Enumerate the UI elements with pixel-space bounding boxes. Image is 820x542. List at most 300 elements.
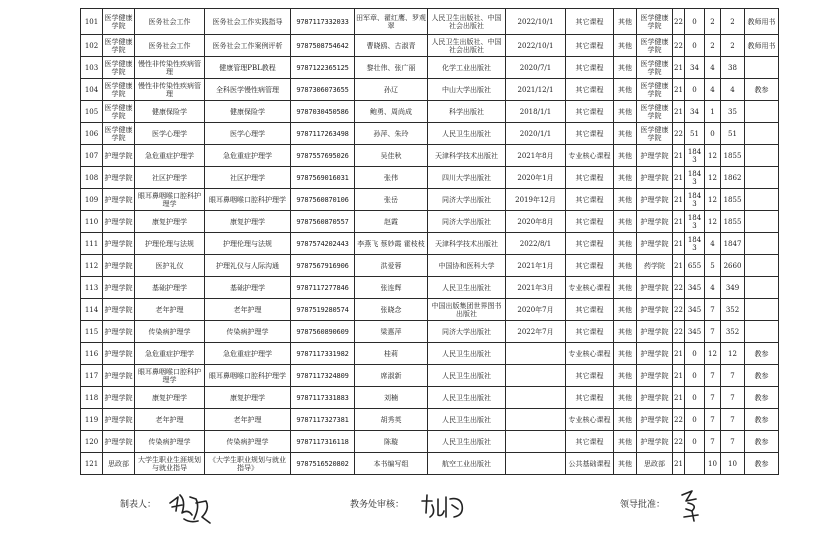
- note-cell: [745, 321, 779, 343]
- category-cell: 其他: [614, 453, 637, 475]
- row-number-cell: 118: [81, 387, 103, 409]
- isbn-cell: 9787519280574: [291, 299, 355, 321]
- student-count-cell: 34: [685, 57, 705, 79]
- total-count-cell: 7: [721, 431, 745, 453]
- course-type-cell: 其它课程: [566, 123, 614, 145]
- row-number-cell: 113: [81, 277, 103, 299]
- author-cell: 席淑新: [355, 365, 428, 387]
- pub-date-cell: 2022/10/1: [506, 35, 566, 57]
- pub-date-cell: 2022/8/1: [506, 233, 566, 255]
- student-count-cell: 0: [685, 431, 705, 453]
- author-cell: 张岳: [355, 189, 428, 211]
- grade-cell: 22: [673, 409, 685, 431]
- college-cell: 医学健康学院: [103, 101, 135, 123]
- note-cell: [745, 145, 779, 167]
- teacher-count-cell: 12: [705, 211, 721, 233]
- major-cell: 慢性非传染性疾病管理: [135, 79, 205, 101]
- note-cell: [745, 255, 779, 277]
- author-cell: 桂莉: [355, 343, 428, 365]
- student-count-cell: 34: [685, 101, 705, 123]
- row-number-cell: 104: [81, 79, 103, 101]
- teacher-count-cell: 10: [705, 453, 721, 475]
- table-row: [81, 255, 779, 277]
- pub-date-cell: [506, 387, 566, 409]
- total-count-cell: 1855: [721, 189, 745, 211]
- category-cell: 其他: [614, 299, 637, 321]
- course-type-cell: 其它课程: [566, 167, 614, 189]
- pub-date-cell: 2018/1/1: [506, 101, 566, 123]
- isbn-cell: 9787030450586: [291, 101, 355, 123]
- note-cell: [745, 101, 779, 123]
- department-cell: 护理学院: [637, 321, 673, 343]
- publisher-cell: 化学工业出版社: [428, 57, 506, 79]
- course-cell: 社区护理学: [205, 167, 291, 189]
- grade-cell: 22: [673, 9, 685, 35]
- student-count-cell: 1843: [685, 211, 705, 233]
- course-type-cell: 其它课程: [566, 211, 614, 233]
- total-count-cell: 352: [721, 321, 745, 343]
- total-count-cell: 12: [721, 343, 745, 365]
- pub-date-cell: 2020/7/1: [506, 57, 566, 79]
- total-count-cell: 1855: [721, 211, 745, 233]
- publisher-cell: 天津科学技术出版社: [428, 233, 506, 255]
- grade-cell: 22: [673, 431, 685, 453]
- department-cell: 医学健康学院: [637, 101, 673, 123]
- student-count-cell: 0: [685, 365, 705, 387]
- isbn-cell: 9787508754642: [291, 35, 355, 57]
- grade-cell: 22: [673, 123, 685, 145]
- department-cell: 护理学院: [637, 343, 673, 365]
- category-cell: 其他: [614, 343, 637, 365]
- author-cell: 本书编写组: [355, 453, 428, 475]
- student-count-cell: 51: [685, 123, 705, 145]
- table-row: [81, 35, 779, 57]
- department-cell: 药学院: [637, 255, 673, 277]
- major-cell: 眼耳鼻咽喉口腔科护理学: [135, 189, 205, 211]
- department-cell: 医学健康学院: [637, 123, 673, 145]
- row-number-cell: 108: [81, 167, 103, 189]
- department-cell: 护理学院: [637, 299, 673, 321]
- student-count-cell: 0: [685, 409, 705, 431]
- isbn-cell: 9787557695026: [291, 145, 355, 167]
- author-cell: 李燕飞 蔡妙霞 霍枝枝: [355, 233, 428, 255]
- college-cell: 护理学院: [103, 277, 135, 299]
- course-cell: 医学心理学: [205, 123, 291, 145]
- department-cell: 护理学院: [637, 431, 673, 453]
- department-cell: 护理学院: [637, 211, 673, 233]
- teacher-count-cell: 2: [705, 9, 721, 35]
- course-cell: 护理礼仪与人际沟通: [205, 255, 291, 277]
- college-cell: 护理学院: [103, 255, 135, 277]
- note-cell: [745, 189, 779, 211]
- college-cell: 护理学院: [103, 409, 135, 431]
- student-count-cell: 1843: [685, 167, 705, 189]
- table-row: [81, 79, 779, 101]
- category-cell: 其他: [614, 233, 637, 255]
- author-cell: 鲍勇、周尚成: [355, 101, 428, 123]
- author-cell: 胡秀英: [355, 409, 428, 431]
- category-cell: 其他: [614, 145, 637, 167]
- table-row: [81, 101, 779, 123]
- total-count-cell: 349: [721, 277, 745, 299]
- category-cell: 其他: [614, 387, 637, 409]
- college-cell: 护理学院: [103, 299, 135, 321]
- category-cell: 其他: [614, 9, 637, 35]
- isbn-cell: 9787117263498: [291, 123, 355, 145]
- college-cell: 思政部: [103, 453, 135, 475]
- publisher-cell: 人民卫生出版社、中国社会出版社: [428, 35, 506, 57]
- maker-label: 制表人：: [120, 500, 157, 510]
- author-cell: 刘楠: [355, 387, 428, 409]
- major-cell: 康复护理学: [135, 387, 205, 409]
- course-cell: 传染病护理学: [205, 431, 291, 453]
- pub-date-cell: [506, 453, 566, 475]
- table-row: [81, 321, 779, 343]
- note-cell: [745, 233, 779, 255]
- college-cell: 护理学院: [103, 387, 135, 409]
- row-number-cell: 109: [81, 189, 103, 211]
- course-type-cell: 其它课程: [566, 233, 614, 255]
- course-cell: 健康保险学: [205, 101, 291, 123]
- college-cell: 护理学院: [103, 365, 135, 387]
- course-cell: 《大学生职业规划与就业指导》: [205, 453, 291, 475]
- course-type-cell: 其它课程: [566, 101, 614, 123]
- department-cell: 医学健康学院: [637, 79, 673, 101]
- table-row: [81, 453, 779, 475]
- major-cell: 社区护理学: [135, 167, 205, 189]
- major-cell: 健康保险学: [135, 101, 205, 123]
- row-number-cell: 111: [81, 233, 103, 255]
- major-cell: 老年护理: [135, 409, 205, 431]
- major-cell: 医务社会工作: [135, 9, 205, 35]
- teacher-count-cell: 2: [705, 35, 721, 57]
- student-count-cell: 1843: [685, 145, 705, 167]
- category-cell: 其他: [614, 255, 637, 277]
- department-cell: 护理学院: [637, 277, 673, 299]
- teacher-count-cell: 12: [705, 145, 721, 167]
- table-row: [81, 365, 779, 387]
- maker-signature: [166, 489, 214, 529]
- grade-cell: 21: [673, 453, 685, 475]
- course-cell: 眼耳鼻咽喉口腔科护理学: [205, 189, 291, 211]
- major-cell: 医学心理学: [135, 123, 205, 145]
- pub-date-cell: 2021/12/1: [506, 79, 566, 101]
- publisher-cell: 中国出版集团世界图书出版社: [428, 299, 506, 321]
- note-cell: 教师用书: [745, 35, 779, 57]
- isbn-cell: 9787567916906: [291, 255, 355, 277]
- course-cell: 基础护理学: [205, 277, 291, 299]
- major-cell: 医护礼仪: [135, 255, 205, 277]
- course-type-cell: 其它课程: [566, 365, 614, 387]
- college-cell: 护理学院: [103, 145, 135, 167]
- course-type-cell: 专业核心课程: [566, 277, 614, 299]
- college-cell: 医学健康学院: [103, 57, 135, 79]
- teacher-count-cell: 7: [705, 409, 721, 431]
- total-count-cell: 38: [721, 57, 745, 79]
- teacher-count-cell: 4: [705, 79, 721, 101]
- isbn-cell: 9787560890609: [291, 321, 355, 343]
- course-type-cell: 其它课程: [566, 35, 614, 57]
- row-number-cell: 101: [81, 9, 103, 35]
- table-row: [81, 189, 779, 211]
- publisher-cell: 人民卫生出版社: [428, 277, 506, 299]
- isbn-cell: 9787306073655: [291, 79, 355, 101]
- department-cell: 护理学院: [637, 233, 673, 255]
- isbn-cell: 9787117327381: [291, 409, 355, 431]
- major-cell: 眼耳鼻咽喉口腔科护理学: [135, 365, 205, 387]
- row-number-cell: 112: [81, 255, 103, 277]
- teacher-count-cell: 7: [705, 321, 721, 343]
- table-row: [81, 233, 779, 255]
- total-count-cell: 1855: [721, 145, 745, 167]
- teacher-count-cell: 12: [705, 189, 721, 211]
- publisher-cell: 航空工业出版社: [428, 453, 506, 475]
- table-row: [81, 431, 779, 453]
- grade-cell: 22: [673, 299, 685, 321]
- row-number-cell: 115: [81, 321, 103, 343]
- total-count-cell: 7: [721, 409, 745, 431]
- note-cell: [745, 211, 779, 233]
- teacher-count-cell: 5: [705, 255, 721, 277]
- course-cell: 康复护理学: [205, 387, 291, 409]
- leader-label: 领导批准：: [620, 500, 666, 510]
- course-type-cell: 其它课程: [566, 321, 614, 343]
- author-cell: 张晓念: [355, 299, 428, 321]
- table-row: [81, 277, 779, 299]
- publisher-cell: 中国协和医科大学: [428, 255, 506, 277]
- isbn-cell: 9787117331982: [291, 343, 355, 365]
- college-cell: 护理学院: [103, 321, 135, 343]
- grade-cell: 21: [673, 145, 685, 167]
- isbn-cell: 9787122365125: [291, 57, 355, 79]
- row-number-cell: 116: [81, 343, 103, 365]
- teacher-count-cell: 12: [705, 343, 721, 365]
- total-count-cell: 1862: [721, 167, 745, 189]
- row-number-cell: 117: [81, 365, 103, 387]
- course-type-cell: 其它课程: [566, 387, 614, 409]
- pub-date-cell: [506, 343, 566, 365]
- major-cell: 急危重症护理学: [135, 343, 205, 365]
- category-cell: 其他: [614, 277, 637, 299]
- author-cell: 黎壮伟、张广丽: [355, 57, 428, 79]
- major-cell: 护理伦理与法规: [135, 233, 205, 255]
- teacher-count-cell: 7: [705, 431, 721, 453]
- isbn-cell: 9787117316118: [291, 431, 355, 453]
- grade-cell: 21: [673, 167, 685, 189]
- course-type-cell: 其它课程: [566, 299, 614, 321]
- isbn-cell: 9787117277846: [291, 277, 355, 299]
- department-cell: 护理学院: [637, 189, 673, 211]
- row-number-cell: 102: [81, 35, 103, 57]
- table-row: [81, 9, 779, 35]
- note-cell: [745, 299, 779, 321]
- isbn-cell: 9787574202443: [291, 233, 355, 255]
- pub-date-cell: [506, 409, 566, 431]
- grade-cell: 21: [673, 189, 685, 211]
- college-cell: 护理学院: [103, 167, 135, 189]
- publisher-cell: 人民卫生出版社: [428, 409, 506, 431]
- student-count-cell: 345: [685, 299, 705, 321]
- college-cell: 护理学院: [103, 211, 135, 233]
- pub-date-cell: 2020年8月: [506, 211, 566, 233]
- course-type-cell: 其它课程: [566, 79, 614, 101]
- publisher-cell: 人民卫生出版社: [428, 365, 506, 387]
- note-cell: [745, 57, 779, 79]
- publisher-cell: 中山大学出版社: [428, 79, 506, 101]
- table-body: [81, 9, 779, 475]
- course-cell: 老年护理: [205, 299, 291, 321]
- category-cell: 其他: [614, 79, 637, 101]
- publisher-cell: 人民卫生出版社: [428, 343, 506, 365]
- table-row: [81, 145, 779, 167]
- department-cell: 护理学院: [637, 167, 673, 189]
- grade-cell: 22: [673, 35, 685, 57]
- total-count-cell: 1847: [721, 233, 745, 255]
- category-cell: 其他: [614, 431, 637, 453]
- pub-date-cell: 2022/10/1: [506, 9, 566, 35]
- author-cell: 张伟: [355, 167, 428, 189]
- student-count-cell: [685, 453, 705, 475]
- course-cell: 眼耳鼻咽喉口腔科护理学: [205, 365, 291, 387]
- note-cell: 教参: [745, 409, 779, 431]
- grade-cell: 21: [673, 57, 685, 79]
- category-cell: 其他: [614, 123, 637, 145]
- author-cell: 孙辽: [355, 79, 428, 101]
- student-count-cell: 1843: [685, 233, 705, 255]
- major-cell: 老年护理: [135, 299, 205, 321]
- grade-cell: 21: [673, 387, 685, 409]
- note-cell: 教参: [745, 387, 779, 409]
- row-number-cell: 110: [81, 211, 103, 233]
- textbook-table-sheet: [80, 8, 778, 475]
- isbn-cell: 9787117324809: [291, 365, 355, 387]
- isbn-cell: 9787560870106: [291, 189, 355, 211]
- major-cell: 医务社会工作: [135, 35, 205, 57]
- total-count-cell: 2: [721, 35, 745, 57]
- row-number-cell: 105: [81, 101, 103, 123]
- table-row: [81, 167, 779, 189]
- college-cell: 护理学院: [103, 189, 135, 211]
- course-type-cell: 专业核心课程: [566, 145, 614, 167]
- major-cell: 传染病护理学: [135, 321, 205, 343]
- college-cell: 医学健康学院: [103, 9, 135, 35]
- pub-date-cell: 2020/1/1: [506, 123, 566, 145]
- table-row: [81, 299, 779, 321]
- college-cell: 医学健康学院: [103, 35, 135, 57]
- total-count-cell: 2: [721, 9, 745, 35]
- note-cell: 教参: [745, 453, 779, 475]
- student-count-cell: 345: [685, 321, 705, 343]
- student-count-cell: 0: [685, 35, 705, 57]
- category-cell: 其他: [614, 57, 637, 79]
- teacher-count-cell: 1: [705, 101, 721, 123]
- grade-cell: 21: [673, 255, 685, 277]
- category-cell: 其他: [614, 321, 637, 343]
- major-cell: 传染病护理学: [135, 431, 205, 453]
- publisher-cell: 人民卫生出版社: [428, 431, 506, 453]
- pub-date-cell: [506, 431, 566, 453]
- course-cell: 老年护理: [205, 409, 291, 431]
- note-cell: 教参: [745, 431, 779, 453]
- student-count-cell: 345: [685, 277, 705, 299]
- major-cell: 基础护理学: [135, 277, 205, 299]
- author-cell: 陈璇: [355, 431, 428, 453]
- course-cell: 传染病护理学: [205, 321, 291, 343]
- course-type-cell: 专业核心课程: [566, 343, 614, 365]
- row-number-cell: 119: [81, 409, 103, 431]
- publisher-cell: 人民卫生出版社、中国社会出版社: [428, 9, 506, 35]
- department-cell: 医学健康学院: [637, 35, 673, 57]
- grade-cell: 22: [673, 321, 685, 343]
- author-cell: 赵霞: [355, 211, 428, 233]
- course-type-cell: 其它课程: [566, 57, 614, 79]
- leader-signature: [678, 487, 704, 525]
- grade-cell: 22: [673, 277, 685, 299]
- major-cell: 大学生职业生涯规划与就业指导: [135, 453, 205, 475]
- total-count-cell: 4: [721, 79, 745, 101]
- teacher-count-cell: 7: [705, 365, 721, 387]
- department-cell: 护理学院: [637, 145, 673, 167]
- signature-footer: [80, 493, 780, 533]
- total-count-cell: 7: [721, 365, 745, 387]
- grade-cell: 21: [673, 101, 685, 123]
- pub-date-cell: 2020年7月: [506, 299, 566, 321]
- note-cell: 教师用书: [745, 9, 779, 35]
- grade-cell: 21: [673, 343, 685, 365]
- total-count-cell: 7: [721, 387, 745, 409]
- publisher-cell: 同济大学出版社: [428, 211, 506, 233]
- department-cell: 护理学院: [637, 365, 673, 387]
- teacher-count-cell: 12: [705, 167, 721, 189]
- table-row: [81, 57, 779, 79]
- teacher-count-cell: 7: [705, 387, 721, 409]
- department-cell: 思政部: [637, 453, 673, 475]
- row-number-cell: 106: [81, 123, 103, 145]
- course-type-cell: 其它课程: [566, 431, 614, 453]
- course-type-cell: 其它课程: [566, 9, 614, 35]
- reviewer-signature: [418, 491, 468, 523]
- student-count-cell: 0: [685, 387, 705, 409]
- table-row: [81, 343, 779, 365]
- note-cell: [745, 277, 779, 299]
- college-cell: 护理学院: [103, 233, 135, 255]
- course-type-cell: 专业核心课程: [566, 409, 614, 431]
- pub-date-cell: 2020年1月: [506, 167, 566, 189]
- publisher-cell: 四川大学出版社: [428, 167, 506, 189]
- publisher-cell: 同济大学出版社: [428, 321, 506, 343]
- course-type-cell: 公共基础课程: [566, 453, 614, 475]
- total-count-cell: 352: [721, 299, 745, 321]
- teacher-count-cell: 7: [705, 299, 721, 321]
- pub-date-cell: 2021年3月: [506, 277, 566, 299]
- grade-cell: 21: [673, 233, 685, 255]
- total-count-cell: 2660: [721, 255, 745, 277]
- row-number-cell: 103: [81, 57, 103, 79]
- course-type-cell: 其它课程: [566, 189, 614, 211]
- course-cell: 康复护理学: [205, 211, 291, 233]
- author-cell: 吴佳秋: [355, 145, 428, 167]
- author-cell: 张连辉: [355, 277, 428, 299]
- note-cell: 教参: [745, 79, 779, 101]
- category-cell: 其他: [614, 35, 637, 57]
- table-row: [81, 387, 779, 409]
- table-row: [81, 123, 779, 145]
- student-count-cell: 1843: [685, 189, 705, 211]
- pub-date-cell: 2019年12月: [506, 189, 566, 211]
- grade-cell: 21: [673, 365, 685, 387]
- author-cell: 梁惠萍: [355, 321, 428, 343]
- category-cell: 其他: [614, 365, 637, 387]
